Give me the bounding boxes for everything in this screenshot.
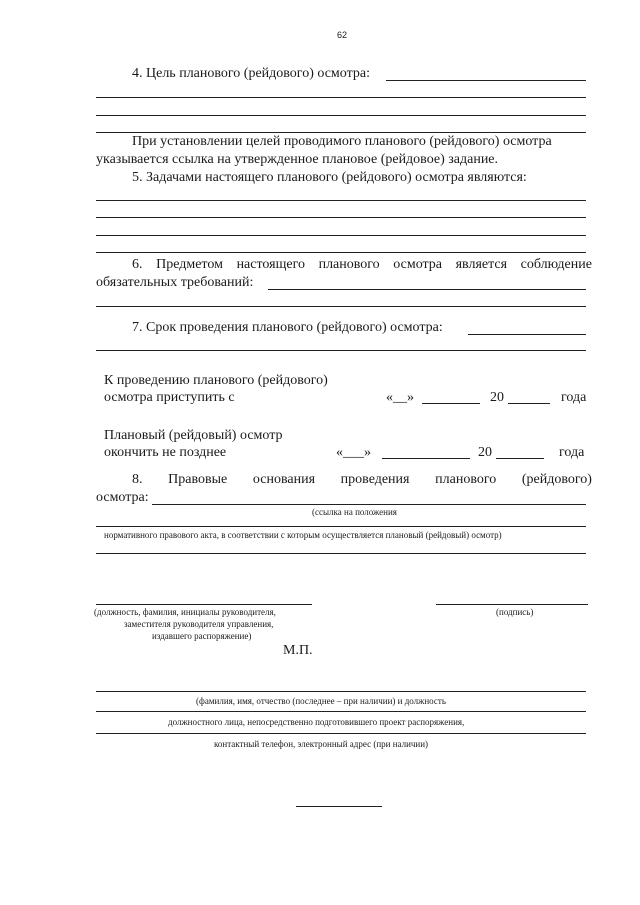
section-7-fill-line[interactable] [96,350,586,351]
s6-word: Предметом [156,257,223,272]
signature-field-line[interactable] [436,604,588,605]
end-month-line[interactable] [382,458,470,459]
position-field-line[interactable] [96,604,312,605]
end-year-line[interactable] [496,458,544,459]
section-8-caption-1: (ссылка на положения [312,507,397,517]
section-4-fill-line[interactable] [96,132,586,133]
note-line-2: указывается ссылка на утвержденное плановое (рейдовое) задание. [96,152,499,167]
section-8-fill-line[interactable] [96,526,586,527]
section-7-label: 7. Срок проведения планового (рейдового) осмотра: [132,320,443,335]
section-6-fill-line[interactable] [96,306,586,307]
start-day[interactable]: «__» [386,390,414,405]
section-6-line-2: обязательных требований: [96,275,254,290]
end-day[interactable]: «___» [336,445,371,460]
start-suffix: года [561,390,587,405]
position-caption-1: (должность, фамилия, инициалы руководителя, [94,607,276,617]
s8-word: 8. [132,472,143,487]
page-number: 62 [337,30,348,40]
end-year-prefix: 20 [478,445,492,460]
s6-word: 6. [132,257,143,272]
position-caption-2: заместителя руководителя управления, [124,619,274,629]
section-8-field-line[interactable] [152,504,586,505]
position-caption-3: издавшего распоряжение) [152,631,252,641]
note-line-1 [132,134,592,150]
start-line-2: осмотра приступить с [104,390,235,405]
section-7-field-line[interactable] [468,334,586,335]
section-4-fill-line[interactable] [96,97,586,98]
s8-word: планового [435,472,497,487]
s6-word: настоящего [236,257,305,272]
start-year-line[interactable] [508,403,550,404]
note-text-1: При установлении целей проводимого планового (рейдового) осмотра [132,134,552,149]
section-5-fill-line[interactable] [96,235,586,236]
signature-caption: (подпись) [496,607,534,617]
s8-word: основания [252,472,316,487]
preparer-caption-3: контактный телефон, электронный адрес (при наличии) [214,739,429,749]
end-line-2: окончить не позднее [104,445,227,460]
end-line-1: Плановый (рейдовый) осмотр [104,428,283,443]
section-5-label: 5. Задачами настоящего планового (рейдового) осмотра являются: [132,170,527,185]
start-month-line[interactable] [422,403,480,404]
start-year-prefix: 20 [490,390,504,405]
s8-word: (рейдового) [521,472,592,487]
preparer-caption-1: (фамилия, имя, отчество (последнее – при наличии) и должность [196,696,446,706]
stamp-place: М.П. [283,643,313,658]
preparer-fill-line[interactable] [96,711,586,712]
s8-word: Правовые [168,472,228,487]
section-8-caption-2: нормативного правового акта, в соответствии с которым осуществляется плановый (рейдовый) осмотр) [104,530,502,540]
preparer-caption-2: должностного лица, непосредственно подготовившего проект распоряжения, [168,717,465,727]
section-6-field-line[interactable] [268,289,586,290]
section-4-fill-line[interactable] [96,115,586,116]
s6-word: является [455,257,508,272]
s6-word: осмотра [393,257,443,272]
start-line-1: К проведению планового (рейдового) [104,373,328,388]
section-5-fill-line[interactable] [96,217,586,218]
section-8-line-1 [132,472,592,488]
section-5-fill-line[interactable] [96,200,586,201]
section-8-line-2: осмотра: [96,490,149,505]
section-4-label: 4. Цель планового (рейдового) осмотра: [132,66,370,81]
section-5-fill-line[interactable] [96,252,586,253]
preparer-fill-line[interactable] [96,691,586,692]
s6-word: соблюдение [520,257,592,272]
s6-word: планового [318,257,380,272]
section-6-line-1 [132,257,592,273]
s8-word: проведения [340,472,410,487]
preparer-fill-line[interactable] [96,733,586,734]
footer-separator [296,806,382,807]
section-8-fill-line[interactable] [96,553,586,554]
end-suffix: года [559,445,585,460]
section-4-field-line[interactable] [386,80,586,81]
